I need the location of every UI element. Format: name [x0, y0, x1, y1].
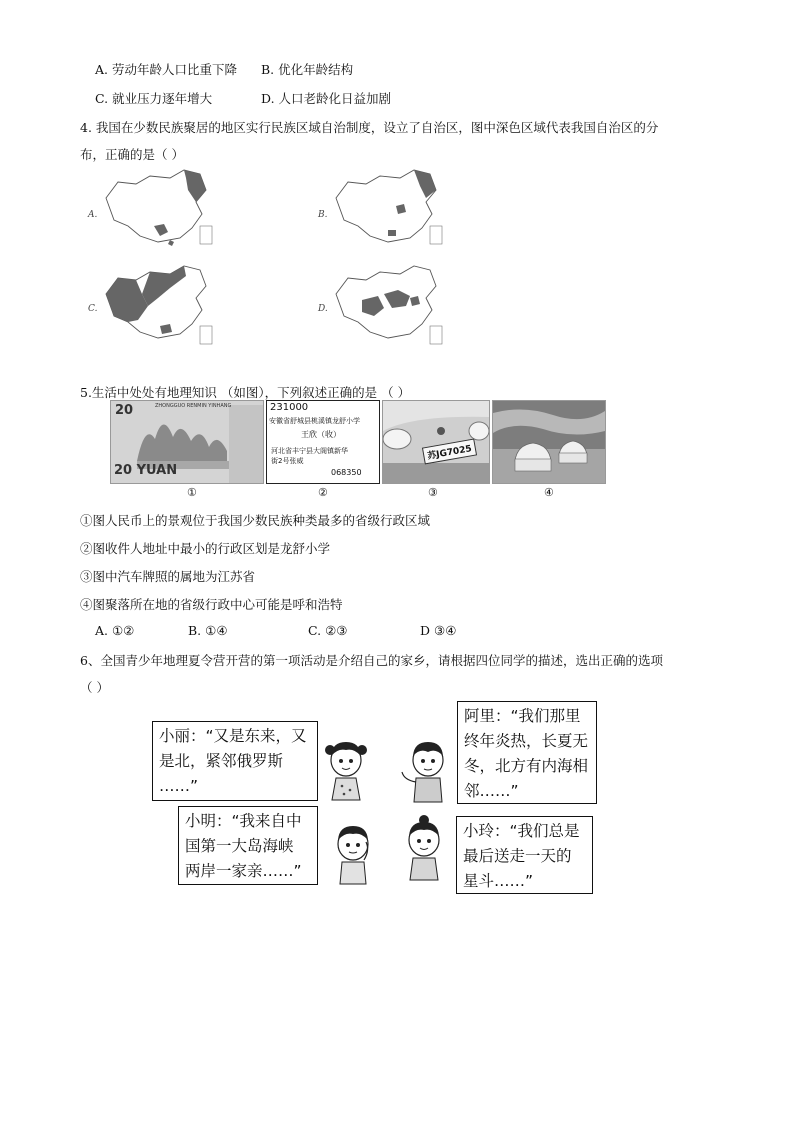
banknote-yuan: 20 YUAN: [114, 463, 178, 478]
q3-option-d: D. 人口老龄化日益加剧: [261, 91, 392, 106]
yurt-image: [492, 400, 606, 484]
envelope-recipient: 王欣（收）: [301, 430, 341, 439]
q3-option-b: B. 优化年龄结构: [261, 62, 354, 77]
banknote-value: 20: [115, 403, 134, 418]
envelope-postcode-top: 231000: [270, 402, 309, 413]
caption-3: ③: [428, 486, 438, 499]
envelope-address: 安徽省舒城县桃溪镇龙舒小学: [269, 417, 360, 425]
boy-ali-illustration: [398, 734, 454, 806]
q4-stem-line1: 4. 我国在少数民族聚居的地区实行民族区域自治制度，设立了自治区，图中深色区域代表我国自治区的分: [80, 120, 659, 135]
q5-statement-3: ③图中汽车牌照的属地为江苏省: [80, 569, 256, 584]
speech-bubble-xiaoming: 小明：“我来自中 国第一大岛海峡 两岸一家亲……”: [178, 806, 318, 885]
q3-option-c: C. 就业压力逐年增大: [95, 91, 213, 106]
q5-option-a: A. ①②: [95, 623, 135, 638]
envelope-sender-line2: 街2号张威: [271, 457, 304, 465]
q6-stem-line2: （ ）: [80, 680, 109, 695]
q6-stem-line1: 6、全国青少年地理夏令营开营的第一项活动是介绍自己的家乡，请根据四位同学的描述，选出正确的选项: [80, 653, 663, 668]
map-label-d: D.: [318, 304, 328, 314]
map-label-c: C.: [88, 304, 98, 314]
speech-bubble-xiaoli: 小丽：“又是东来，又 是北，紧邻俄罗斯 ……”: [152, 721, 318, 801]
q5-statement-1: ①图人民币上的景观位于我国少数民族种类最多的省级行政区域: [80, 513, 431, 528]
envelope-postcode-bottom: 068350: [331, 468, 362, 477]
china-map-c: [88, 264, 218, 352]
q5-option-b: B. ①④: [188, 623, 228, 638]
q3-option-a: A. 劳动年龄人口比重下降: [95, 62, 237, 77]
car-plate-image: [382, 400, 490, 484]
envelope-sender-line1: 河北省丰宁县大阁镇新华: [271, 447, 348, 455]
china-map-d: [318, 264, 448, 352]
banknote-brand: ZHONGGUO RENMIN YINHANG: [155, 403, 232, 409]
q5-option-c: C. ②③: [308, 623, 348, 638]
q5-option-d: D ③④: [420, 623, 457, 638]
q4-stem-line2: 布，正确的是（ ）: [80, 147, 184, 162]
girl-xiaoming-illustration: [328, 820, 378, 886]
map-label-b: B.: [318, 210, 328, 220]
banknote-image: [110, 400, 264, 484]
envelope-image: [266, 400, 380, 484]
map-label-a: A.: [88, 210, 98, 220]
q5-statement-2: ②图收件人地址中最小的行政区划是龙舒小学: [80, 541, 331, 556]
china-map-a: [88, 168, 218, 250]
q5-statement-4: ④图聚落所在地的省级行政中心可能是呼和浩特: [80, 597, 343, 612]
speech-bubble-xiaoling: 小玲：“我们总是 最后送走一天的 星斗……”: [456, 816, 593, 894]
caption-2: ②: [318, 486, 328, 499]
q5-stem: 5.生活中处处有地理知识 （如图），下列叙述正确的是 （ ）: [80, 385, 411, 400]
license-plate: 苏JG7025: [422, 439, 477, 465]
caption-4: ④: [544, 486, 554, 499]
girl-xiaoli-illustration: [322, 734, 370, 806]
speech-bubble-ali: 阿里：“我们那里 终年炎热，长夏无 冬，北方有内海相 邻……”: [457, 701, 597, 804]
girl-xiaoling-illustration: [398, 814, 450, 882]
caption-1: ①: [187, 486, 197, 499]
china-map-b: [318, 168, 448, 250]
